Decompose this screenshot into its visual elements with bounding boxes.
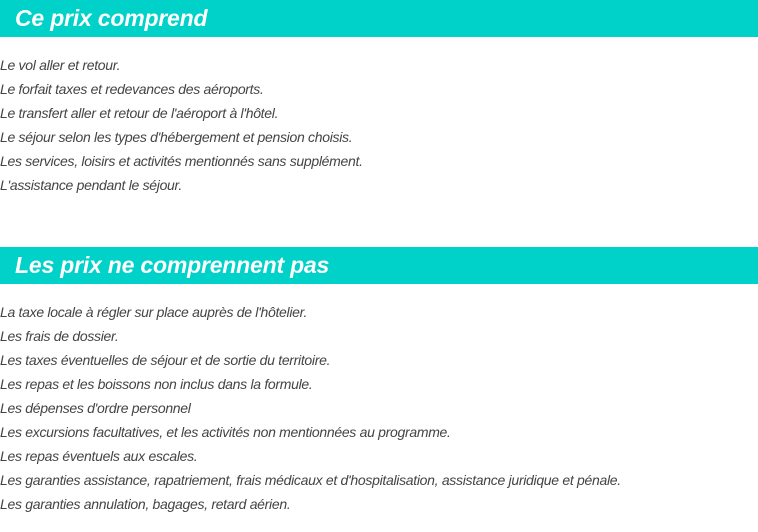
list-item: Les services, loisirs et activités mentionnés sans supplément.: [0, 153, 363, 169]
list-item: La taxe locale à régler sur place auprès de l'hôtelier.: [0, 304, 308, 320]
list-item: Les garanties annulation, bagages, retard aérien.: [0, 496, 291, 512]
list-item: Les garanties assistance, rapatriement, frais médicaux et d'hospitalisation, assistance juridique et pénale.: [0, 472, 621, 488]
list-item: Les taxes éventuelles de séjour et de sortie du territoire.: [0, 352, 331, 368]
list-item: Le transfert aller et retour de l'aéroport à l'hôtel.: [0, 105, 279, 121]
not-included-list: [0, 302, 621, 518]
list-item: Les repas et les boissons non inclus dans la formule.: [0, 376, 313, 392]
list-item: Les dépenses d'ordre personnel: [0, 400, 191, 416]
list-item: L'assistance pendant le séjour.: [0, 177, 182, 193]
section-heading-included: Ce prix comprend: [0, 0, 758, 37]
section-heading-not-included: Les prix ne comprennent pas: [0, 247, 758, 284]
list-item: Le vol aller et retour.: [0, 57, 121, 73]
included-list: [0, 55, 363, 199]
list-item: Les repas éventuels aux escales.: [0, 448, 198, 464]
list-item: Les frais de dossier.: [0, 328, 119, 344]
list-item: Le forfait taxes et redevances des aéroports.: [0, 81, 264, 97]
list-item: Le séjour selon les types d'hébergement et pension choisis.: [0, 129, 353, 145]
list-item: Les excursions facultatives, et les activités non mentionnées au programme.: [0, 424, 451, 440]
